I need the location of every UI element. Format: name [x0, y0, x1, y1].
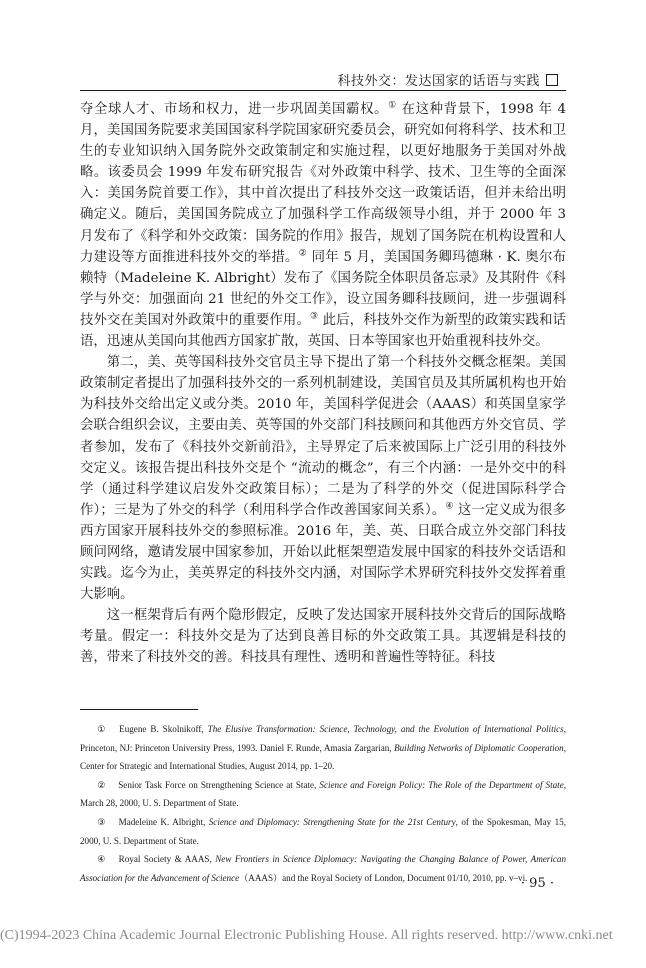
text-run: Science and Foreign Policy: The Role of the Department of State [319, 779, 564, 790]
text-run: Madeleine K. Albright, [118, 816, 209, 827]
body-text [80, 99, 566, 669]
footnote-marker: ① [388, 100, 397, 111]
text-run: （AAAS）and the Royal Society of London, Document 01/10, 2010, pp. v–vi. [239, 872, 528, 883]
footnote-rule [80, 709, 198, 710]
text-run: 在这种背景下，1998 年 4 月，美国国务院要求美国国家科学院国家研究委员会，研究如何将科学、技术和卫生的专业知识纳入国务院外交政策制定和实施过程，以更好地服务于美国对外战略。该委员会 1999 年发布研究报告《对外政策中科学、技术、卫生等的全面深入：美国务院首要工作》，其中首次提出了科技外交这一政策话语，但并未给出明确定义。随后，美国国务院成立了加强科学工作高级领导小组，并于 2000 年 3 月发布了《科学和外交政策：国务院的作用》报告，规划了国务院在机构设置和人力建设等方面推进科技外交的举措。 [80, 102, 566, 265]
footnote [80, 776, 566, 813]
running-title: 科技外交：发达国家的话语与实践 [337, 74, 540, 89]
text-run: 夺全球人才、市场和权力，进一步巩固美国霸权。 [80, 102, 389, 117]
text-run: Eugene B. Skolnikoff, [119, 724, 208, 734]
footnotes [80, 720, 566, 887]
footnote [80, 720, 566, 776]
text-run: 这一定义成为很多西方国家开展科技外交的参照标准。2016 年，美、英、日联合成立外交部门科技顾问网络，邀请发展中国家参加，开始以此框架塑造发展中国家的科技外交话语和实践。迄今为止，美英界定的科技外交内涵，对国际学术界研究科技外交发挥着重大影响。 [80, 502, 566, 603]
text-run: Science and Diplomacy: Strengthening State for the 21st Century [208, 816, 456, 827]
text-run: Royal Society & AAAS, [118, 854, 216, 865]
paragraph [80, 99, 566, 352]
paragraph [80, 605, 566, 668]
page-number: · 95 · [520, 876, 554, 891]
footnote-number: ③ [97, 816, 107, 827]
text-run: 这一框架背后有两个隐形假定，反映了发达国家开展科技外交背后的国际战略考量。假定一：科技外交是为了达到良善目标的外交政策工具。其逻辑是科技的善，带来了科技外交的善。科技具有理性、透明和普遍性等特征。科技 [80, 608, 566, 666]
header-rule [80, 90, 566, 91]
footnote [80, 813, 566, 850]
footnote-number: ④ [97, 854, 107, 865]
text-run: 同年 5 月，美国国务卿玛德琳 · K. 奥尔布赖特（Madeleine K. Albright）发布了《国务院全体职员备忘录》及其附件《科学与外交：加强面向 21 世纪的外交工作》，设立国务卿科技顾问，进一步强调科技外交在美国对外政策中的重要作用。 [80, 249, 567, 328]
footnote-number: ① [97, 724, 108, 734]
paragraph [80, 352, 566, 605]
text-run: 此后，科技外交作为新型的政策实践和话语，迅速从美国向其他西方国家扩散，英国、日本等国家也开始重视科技外交。 [80, 312, 566, 350]
text-run: , Center for Strategic and International Studies, August 2014, pp. 1–20. [80, 742, 566, 772]
text-run: New Frontiers in Science Diplomacy: Navigating the Changing Balance of Power, American Association for the Advancement of Science [80, 854, 566, 883]
text-run: , of the Spokesman, May 15, 2000, U. S. Department of State. [80, 816, 566, 846]
text-run: , March 28, 2000, U. S. Department of State. [80, 779, 567, 809]
text-run: 第二，美、英等国科技外交官员主导下提出了第一个科技外交概念框架。美国政策制定者提出了加强科技外交的一系列机制建设，美国官员及其所属机构也开始为科技外交给出定义或分类。2010 年，美国科学促进会（AAAS）和英国皇家学会联合组织会议，主要由美、英等国的外交部门科技顾问和其他西方外交官员、学者参加，发布了《科技外交新前沿》，主导界定了后来被国际上广泛引用的科技外交定义。该报告提出科技外交是个 “流动的概念”，有三个内涵：一是外交中的科学（通过科学建议启发外交政策目标）；二是为了科学的外交（促进国际科学合作）；三是为了外交的科学（利用科学合作改善国家间关系）。 [80, 355, 566, 518]
text-run: Building Networks of Diplomatic Cooperation [394, 742, 564, 753]
footnote-marker: ③ [310, 311, 319, 322]
text-run: , Princeton, NJ: Princeton University Press, 1993. Daniel F. Runde, Amasia Zargarian, [80, 724, 566, 753]
footnote [80, 850, 566, 887]
text-run: The Elusive Transformation: Science, Technology, and the Evolution of International Politics [207, 724, 564, 734]
footnote-marker: ② [298, 248, 308, 259]
copyright-notice: (C)1994-2023 China Academic Journal Electronic Publishing House. All rights reserved. http://www.cnki.net [0, 928, 613, 943]
footnote-number: ② [97, 779, 107, 790]
text-run: Senior Task Force on Strengthening Science at State, [118, 779, 320, 790]
footnote-marker: ④ [445, 501, 454, 512]
running-header [337, 70, 558, 89]
square-icon [546, 74, 558, 86]
